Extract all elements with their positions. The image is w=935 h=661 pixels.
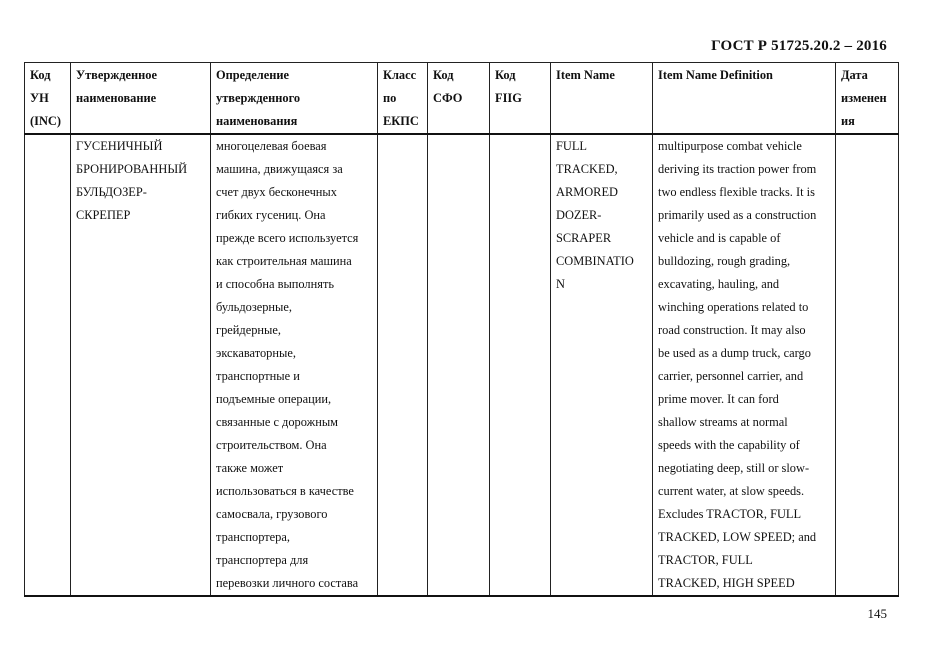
cell-text-line: наименование [76, 91, 157, 105]
cell-text-line: deriving its traction power from [658, 162, 817, 176]
column-header-approved-name [71, 63, 211, 135]
cell-item-name-definition [653, 134, 836, 596]
cell-text-line: СКРЕПЕР [76, 208, 131, 222]
column-header-fiig-code [490, 63, 551, 135]
cell-text-line: Item Name Definition [658, 68, 773, 82]
cell-text-line: shallow streams at normal [658, 415, 788, 429]
cell-text-line: TRACTOR, FULL [658, 553, 753, 567]
cell-text-line: самосвала, грузового [216, 507, 328, 521]
cell-text-line: ГУСЕНИЧНЫЙ [76, 139, 163, 153]
cell-text-line: SCRAPER [556, 231, 612, 245]
cell-text-line: БРОНИРОВАННЫЙ [76, 162, 188, 176]
cell-text-line: связанные с дорожным [216, 415, 339, 429]
cell-text-line: Код [433, 68, 454, 82]
cell-text-line: наименования [216, 114, 298, 128]
cell-text-line: speeds with the capability of [658, 438, 800, 452]
cell-text-line: бульдозерные, [216, 300, 292, 314]
cell-text-line: Утвержденное [76, 68, 157, 82]
column-header-change-date [836, 63, 899, 135]
cell-text-line: primarily used as a construction [658, 208, 817, 222]
cell-text-line: СФО [433, 91, 463, 105]
cell-text-line: (INC) [30, 114, 61, 128]
cell-text-line: N [556, 277, 565, 291]
cell-text-line: prime mover. It can ford [658, 392, 779, 406]
document-title: ГОСТ Р 51725.20.2 – 2016 [711, 38, 887, 54]
cell-text-line: ARMORED [556, 185, 618, 199]
cell-fiig-code [490, 134, 551, 596]
cell-text-line: TRACKED, [556, 162, 618, 176]
cell-text-line: ия [841, 114, 855, 128]
cell-approved-name [71, 134, 211, 596]
cell-text-line: многоцелевая боевая [216, 139, 327, 153]
cell-text-line: TRACKED, LOW SPEED; and [658, 530, 817, 544]
nomenclature-table [24, 62, 899, 597]
column-header-inc [25, 63, 71, 135]
cell-text-line: FULL [556, 139, 587, 153]
cell-text-line: ЕКПС [383, 114, 419, 128]
cell-text-line: экскаваторные, [216, 346, 296, 360]
cell-definition-ru [211, 134, 378, 596]
cell-text-line: excavating, hauling, and [658, 277, 780, 291]
cell-text-line: как строительная машина [216, 254, 352, 268]
cell-text-line: грейдерные, [216, 323, 281, 337]
cell-text-line: строительством. Она [216, 438, 327, 452]
cell-text-line: использоваться в качестве [216, 484, 354, 498]
cell-text-line: two endless flexible tracks. It is [658, 185, 815, 199]
column-header-ekps-class [378, 63, 428, 135]
cell-text-line: TRACKED, HIGH SPEED [658, 576, 795, 590]
cell-text-line: multipurpose combat vehicle [658, 139, 802, 153]
cell-text-line: перевозки личного состава [216, 576, 359, 590]
cell-text-line: DOZER- [556, 208, 602, 222]
table-header-row [25, 63, 899, 135]
page-number: 145 [867, 606, 887, 621]
cell-text-line: bulldozing, rough grading, [658, 254, 791, 268]
cell-text-line: подъемные операции, [216, 392, 332, 406]
cell-ekps-class [378, 134, 428, 596]
cell-text-line: и способна выполнять [216, 277, 335, 291]
cell-text-line: утвержденного [216, 91, 301, 105]
cell-text-line: по [383, 91, 397, 105]
cell-text-line: Класс [383, 68, 417, 82]
cell-text-line: Код [495, 68, 516, 82]
table-row [25, 134, 899, 596]
cell-text-line: be used as a dump truck, cargo [658, 346, 811, 360]
cell-text-line: транспортера для [216, 553, 309, 567]
cell-text-line: БУЛЬДОЗЕР- [76, 185, 147, 199]
cell-text-line: транспортные и [216, 369, 300, 383]
column-header-definition [211, 63, 378, 135]
cell-text-line: road construction. It may also [658, 323, 806, 337]
cell-text-line: negotiating deep, still or slow- [658, 461, 810, 475]
cell-text-line: current water, at slow speeds. [658, 484, 805, 498]
cell-text-line: машина, движущаяся за [216, 162, 343, 176]
cell-sfo-code [428, 134, 490, 596]
column-header-item-name [551, 63, 653, 135]
cell-text-line: гибких гусениц. Она [216, 208, 326, 222]
column-header-item-name-definition [653, 63, 836, 135]
cell-text-line: vehicle and is capable of [658, 231, 781, 245]
cell-item-name [551, 134, 653, 596]
cell-text-line: carrier, personnel carrier, and [658, 369, 804, 383]
cell-text-line: Определение [216, 68, 290, 82]
cell-text-line: изменен [841, 91, 887, 105]
cell-text-line: счет двух бесконечных [216, 185, 337, 199]
cell-inc [25, 134, 71, 596]
cell-text-line: winching operations related to [658, 300, 809, 314]
column-header-sfo-code [428, 63, 490, 135]
cell-change-date [836, 134, 899, 596]
cell-text-line: Excludes TRACTOR, FULL [658, 507, 802, 521]
cell-text-line: COMBINATIO [556, 254, 634, 268]
cell-text-line: УН [30, 91, 49, 105]
cell-text-line: транспортера, [216, 530, 290, 544]
cell-text-line: прежде всего используется [216, 231, 359, 245]
cell-text-line: FIIG [495, 91, 522, 105]
cell-text-line: Item Name [556, 68, 615, 82]
cell-text-line: Код [30, 68, 51, 82]
cell-text-line: Дата [841, 68, 868, 82]
cell-text-line: также может [216, 461, 284, 475]
